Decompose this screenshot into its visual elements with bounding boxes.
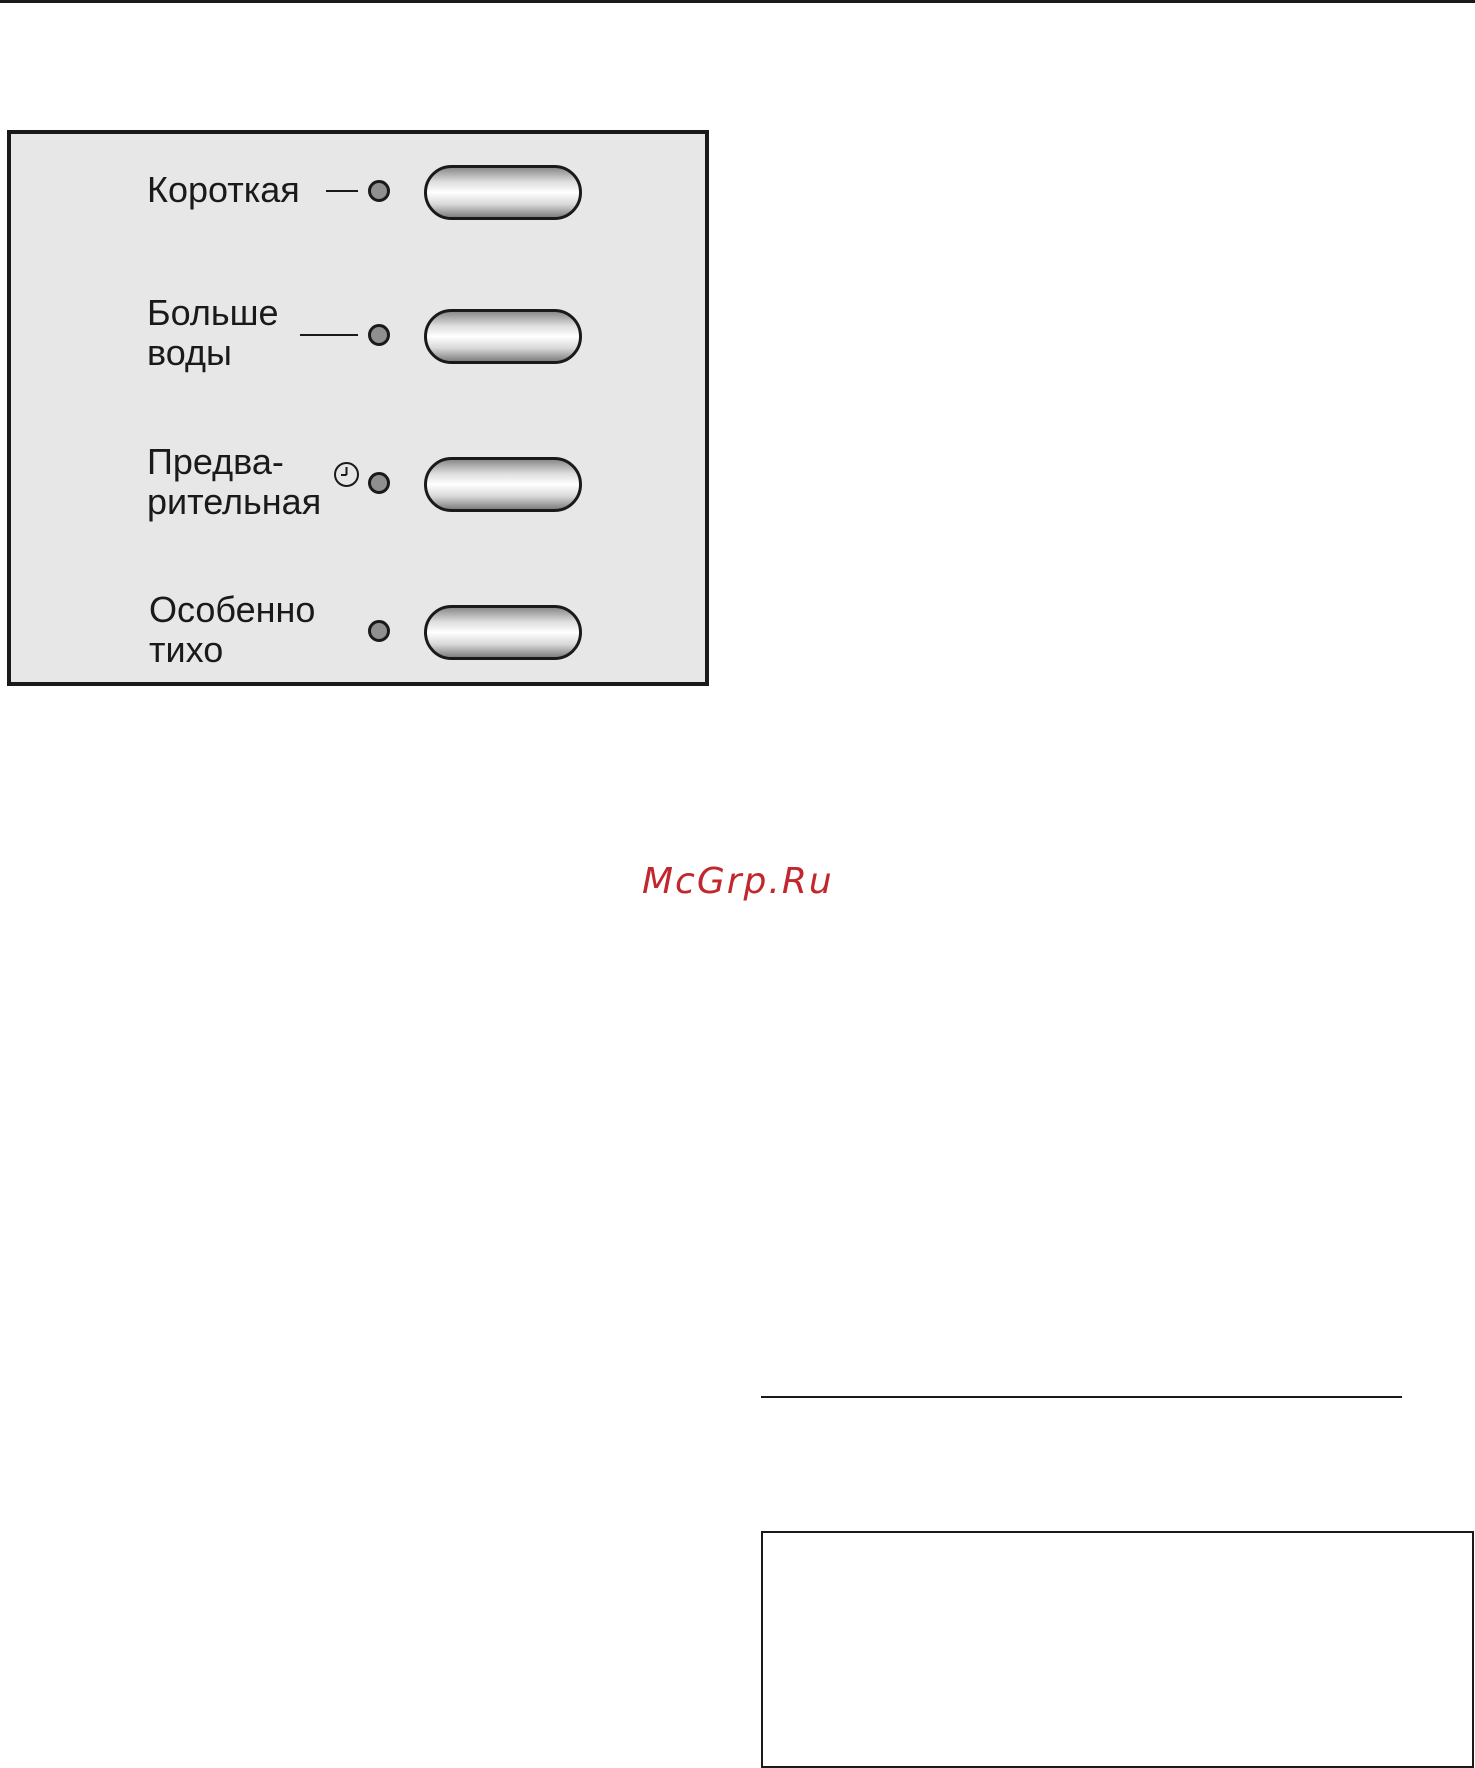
extra-quiet-button[interactable] [424, 605, 582, 660]
option-label-short [147, 170, 300, 210]
control-panel [7, 130, 709, 686]
indicator-light-extra-quiet [368, 620, 390, 642]
option-label-line: воды [147, 332, 232, 373]
indicator-light-short [368, 180, 390, 202]
indicator-light-more-water [368, 324, 390, 346]
option-label-more-water [147, 293, 279, 373]
clock-icon [333, 461, 360, 488]
watermark: McGrp.Ru [642, 861, 834, 902]
option-label-line: Особенно [149, 589, 316, 630]
short-button[interactable] [424, 165, 582, 220]
indicator-light-prewash [368, 472, 390, 494]
option-label-line: рительная [147, 481, 322, 522]
prewash-button[interactable] [424, 457, 582, 512]
option-label-line: тихо [149, 629, 224, 670]
option-label-line: Больше [147, 292, 279, 333]
option-label-line: Предва- [147, 441, 284, 482]
more-water-button[interactable] [424, 309, 582, 364]
option-label-extra-quiet [149, 590, 315, 670]
leader-line [300, 334, 358, 336]
section-divider [761, 1396, 1402, 1398]
top-rule [0, 0, 1475, 3]
option-label-line: Короткая [147, 169, 300, 210]
leader-line [326, 190, 358, 192]
option-label-prewash [147, 442, 321, 522]
note-box [761, 1531, 1474, 1768]
